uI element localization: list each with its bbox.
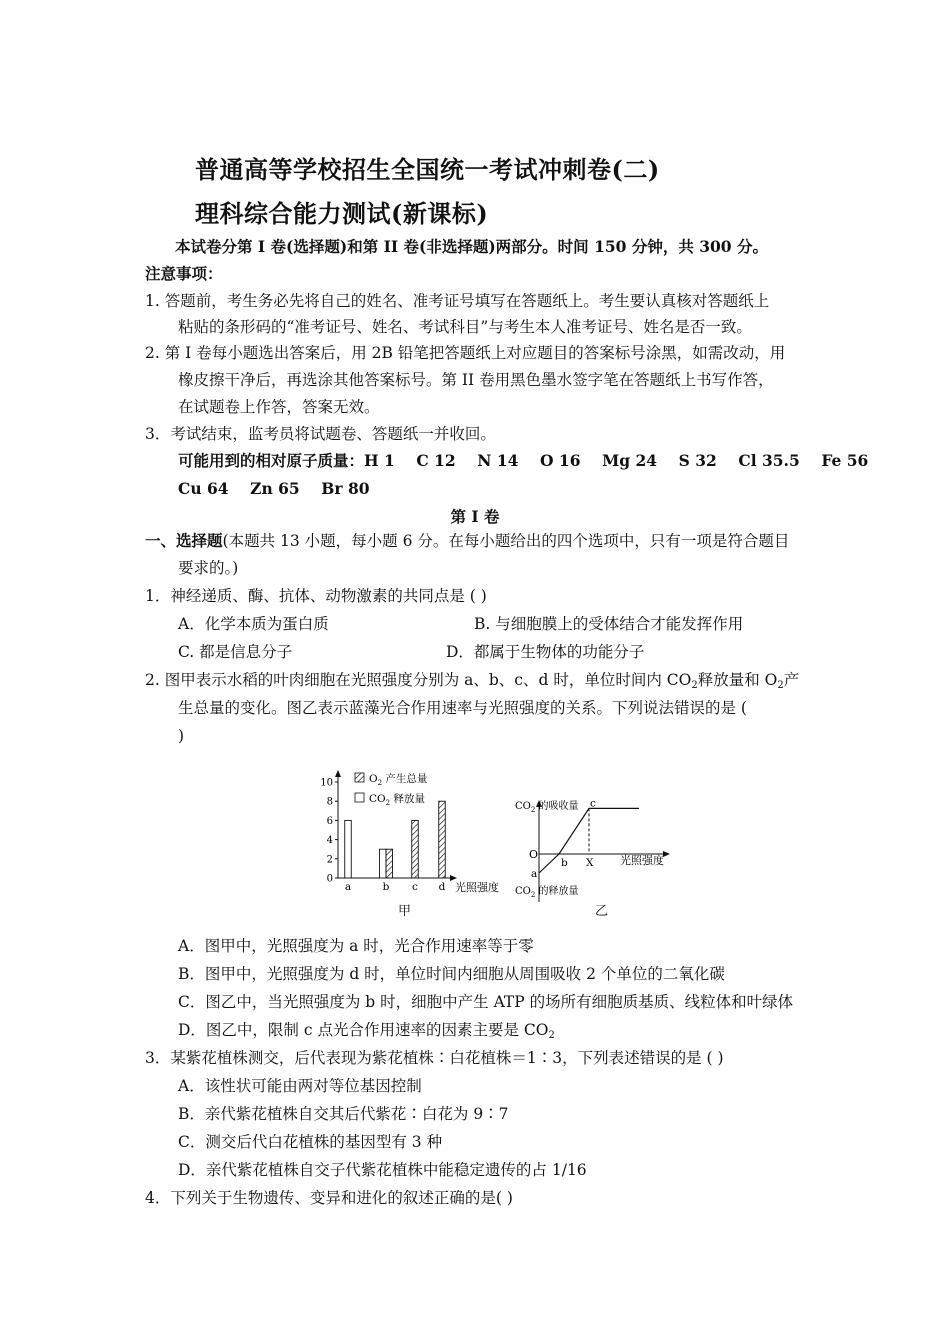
yi-y-label-top: $CO_2$ 的吸收量	[515, 801, 579, 814]
jia-bar-co2-b	[380, 849, 387, 878]
legend-co2-label: $CO_2$ 释放量	[369, 793, 425, 807]
q2-stem-line-2: 生总量的变化。图乙表示蓝藻光合作用速率与光照强度的关系。下列说法错误的是 (	[178, 699, 747, 717]
q2-option-d-sub: 2	[548, 1030, 555, 1041]
q2-option-d	[178, 1019, 555, 1047]
note-1-line-2: 粘贴的条形码的“准考证号、姓名、考试科目”与考生本人准考证号、姓名是否一致。	[178, 318, 752, 336]
note-2-line-3: 在试题卷上作答，答案无效。	[178, 398, 380, 416]
q2-stem-part-3: 产	[783, 671, 800, 689]
q3-stem: 3．某紫花植株测交，后代表现为紫花植株∶白花植株＝1∶3，下列表述错误的是 ( )	[145, 1049, 724, 1067]
q1-option-c: C. 都是信息分子	[178, 643, 293, 661]
q4-stem: 4．下列关于生物遗传、变异和进化的叙述正确的是( )	[145, 1189, 513, 1207]
yi-point-label-c: c	[590, 797, 596, 810]
yi-x-arrow	[663, 851, 670, 857]
jia-y-arrow	[335, 770, 341, 777]
q2-option-b: B．图甲中，光照强度为 d 时，单位时间内细胞从周围吸收 2 个单位的二氧化碳	[178, 965, 725, 983]
jia-y-tick-label: 2	[326, 854, 333, 866]
legend-o2-swatch	[355, 773, 364, 782]
q2-option-a: A．图甲中，光照强度为 a 时，光合作用速率等于零	[178, 937, 534, 955]
jia-x-labels	[345, 881, 446, 893]
yi-point-label-b: b	[561, 857, 568, 869]
jia-x-label-c: c	[412, 881, 418, 893]
atomic-masses-line-2: Cu 64 Zn 65 Br 80	[178, 479, 370, 498]
figure-yi-line-chart	[505, 792, 685, 912]
jia-bar-o2-b	[386, 849, 393, 878]
jia-bar-o2-d	[439, 801, 446, 878]
q1-option-a: A．化学本质为蛋白质	[178, 615, 329, 633]
q3-option-d: D．亲代紫花植株自交子代紫花植株中能稳定遗传的占 1/16	[178, 1161, 587, 1179]
figure-jia-bar-chart	[312, 765, 512, 925]
notes-heading: 注意事项：	[145, 264, 223, 283]
q2-stem-part-2: 释放量和 O	[697, 671, 778, 689]
jia-x-label-a: a	[344, 881, 352, 893]
legend-co2-swatch	[355, 793, 364, 802]
note-3: 3．考试结束，监考员将试题卷、答题纸一并收回。	[145, 425, 496, 443]
note-2-line-1: 2. 第 I 卷每小题选出答案后，用 2B 铅笔把答题纸上对应题目的答案标号涂黑，如需改动，用	[145, 344, 786, 362]
part-one-heading: 第 Ⅰ 卷	[450, 507, 500, 526]
jia-y-tick-label: 10	[320, 777, 333, 789]
exam-title: 普通高等学校招生全国统一考试冲刺卷(二)	[195, 155, 660, 184]
q3-option-a: A．该性状可能由两对等位基因控制	[178, 1077, 422, 1095]
q2-option-c: C．图乙中，当光照强度为 b 时，细胞中产生 ATP 的场所有细胞质基质、线粒体和叶绿体	[178, 993, 794, 1011]
jia-y-tick-label: 4	[326, 835, 333, 847]
jia-y-tick-label: 0	[326, 873, 333, 885]
jia-bars	[345, 801, 446, 878]
q1-option-b: B. 与细胞膜上的受体结合才能发挥作用	[474, 615, 744, 633]
q2-stem-line-3: )	[178, 727, 185, 745]
note-2-line-2: 橡皮擦干净后，再选涂其他答案标号。第 II 卷用黑色墨水签字笔在答题纸上书写作答，	[178, 371, 774, 389]
q3-option-c: C．测交后代白花植株的基因型有 3 种	[178, 1133, 443, 1151]
yi-point-label-a: a	[531, 868, 538, 880]
q2-option-d-text: D．图乙中，限制 c 点光合作用速率的因素主要是 CO	[178, 1021, 549, 1039]
q2-stem-part-1: 2. 图甲表示水稻的叶肉细胞在光照强度分别为 a、b、c、d 时，单位时间内 CO	[145, 671, 692, 689]
figure-yi-caption: 乙	[595, 904, 609, 919]
intro-text: 本试卷分第 I 卷(选择题)和第 II 卷(非选择题)两部分。时间 150 分钟，共 300 分。	[175, 237, 768, 256]
jia-y-tick-label: 8	[326, 796, 333, 808]
section-heading-line-2: 要求的。)	[178, 559, 239, 577]
section-heading-body: (本题共 13 小题，每小题 6 分。在每小题给出的四个选项中，只有一项是符合题目	[222, 532, 790, 550]
q1-option-d: D．都属于生物体的功能分子	[446, 643, 645, 661]
atomic-masses-line-1: 可能用到的相对原子质量：H 1 C 12 N 14 O 16 Mg 24 S 32 Cl 35.5 Fe 56	[178, 451, 869, 470]
jia-y-ticks	[320, 778, 338, 885]
jia-bar-o2-c	[412, 820, 419, 878]
jia-x-label-b: b	[382, 881, 390, 893]
q2-stem-line-1: 2. 图甲表示水稻的叶肉细胞在光照强度分别为 a、b、c、d 时，单位时间内 $CO_2$释放量和 $O_2$产	[145, 671, 800, 691]
jia-bar-co2-a	[345, 820, 352, 878]
yi-x-marker: X	[586, 857, 594, 869]
yi-y-label-bottom: $CO_2$ 的释放量	[515, 886, 579, 899]
jia-y-tick-label: 6	[326, 815, 333, 827]
yi-x-axis-label: 光照强度	[620, 854, 664, 867]
q1-stem: 1．神经递质、酶、抗体、动物激素的共同点是 ( )	[145, 587, 487, 605]
exam-subtitle: 理科综合能力测试(新课标)	[195, 199, 489, 228]
section-heading-line-1: 一、选择题(本题共 13 小题，每小题 6 分。在每小题给出的四个选项中，只有一项是符合题目	[145, 531, 790, 550]
jia-x-label-d: d	[438, 881, 446, 893]
figure-jia-caption: 甲	[398, 904, 412, 919]
q3-option-b: B．亲代紫花植株自交其后代紫花∶白花为 9∶7	[178, 1105, 509, 1123]
yi-origin-label: O	[529, 848, 539, 861]
note-1-line-1: 1. 答题前，考生务必先将自己的姓名、准考证号填写在答题纸上。考生要认真核对答题纸上	[145, 292, 770, 310]
legend-o2-label: $O_2$ 产生总量	[369, 773, 428, 787]
jia-x-axis-label: 光照强度	[455, 881, 499, 894]
